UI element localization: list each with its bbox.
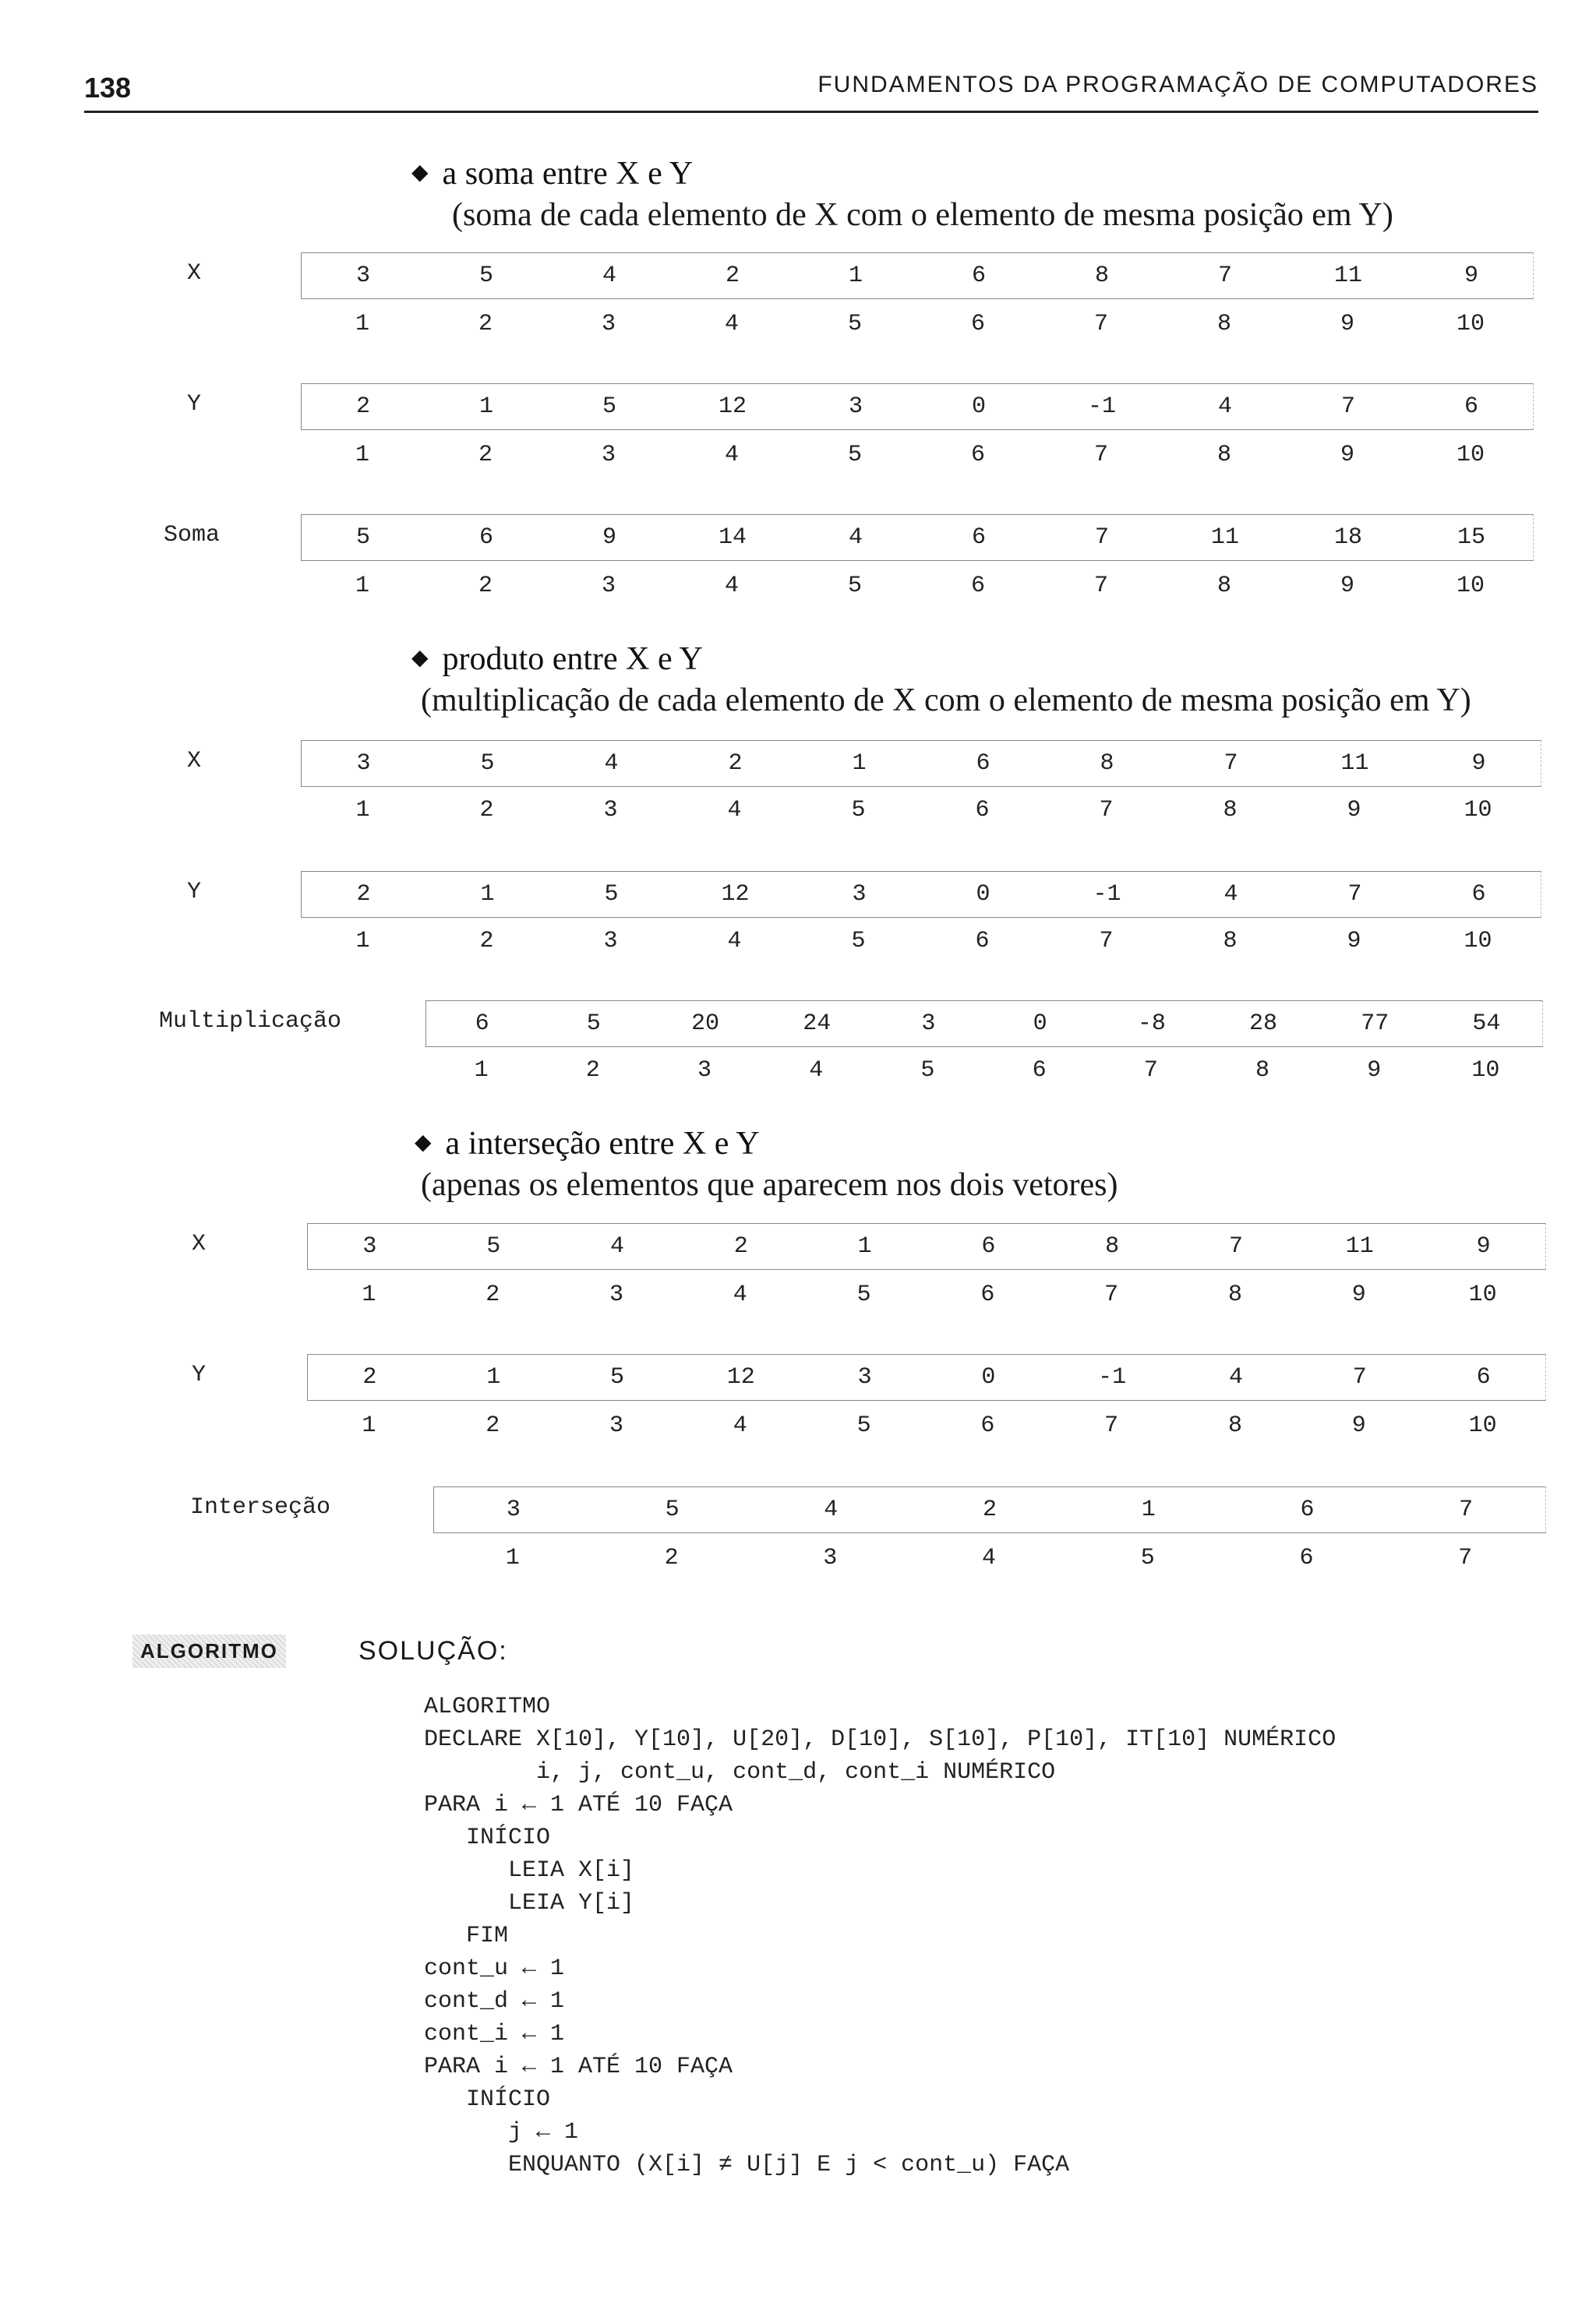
vector-cell: 4 — [982, 1545, 997, 1571]
vector-cell: 4 — [724, 573, 739, 599]
vector-cell: 2 — [478, 442, 493, 468]
vector-indices — [307, 1410, 1545, 1441]
vector-cell: 6 — [981, 1233, 996, 1260]
vector-y — [307, 1354, 1546, 1401]
vector-cell: 11 — [1333, 263, 1362, 289]
vector-cell: 5 — [847, 442, 862, 468]
vector-cell: 2 — [479, 928, 494, 954]
vector-cell: 5 — [856, 1412, 871, 1439]
vector-cell: 1 — [1141, 1497, 1156, 1523]
vector-cell: 6 — [971, 524, 986, 551]
page-number: 138 — [84, 72, 132, 104]
vector-cell: -8 — [1137, 1010, 1166, 1037]
vector-cell: 8 — [1227, 1282, 1242, 1308]
vector-cell: 9 — [1476, 1233, 1491, 1260]
vector-cell: 4 — [602, 263, 616, 289]
algorithm-code: ALGORITMO DECLARE X[10], Y[10], U[20], D[10], S[10], P[10], IT[10] NUMÉRICO i, j, cont_u, cont_d, cont_i NUMÉRICO PARA i ← 1 ATÉ 10 FAÇA INÍCIO LEIA X[i] LEIA Y[i] FIM cont_u ← 1 cont_d ← 1 cont_i ← 1 PARA i ← 1 ATÉ 10 FAÇA INÍCIO j ← 1 ENQUANTO (X[i] ≠ U[j] E j < cont_u) FAÇA — [424, 1694, 1336, 2178]
vector-cell: 4 — [727, 797, 742, 823]
vector-cell: 7 — [1099, 797, 1114, 823]
vector-cell: 2 — [362, 1364, 377, 1391]
vector-cell: 8 — [1216, 573, 1231, 599]
vector-cell: 10 — [1456, 311, 1485, 337]
vector-cell: 6 — [980, 1282, 995, 1308]
vector-cell: 5 — [486, 1233, 501, 1260]
bullet-produto: ◆ produto entre X e Y — [411, 641, 703, 677]
vector-cell: 8 — [1223, 928, 1238, 954]
vector-cell: 7 — [1223, 750, 1238, 777]
vector-cell: 3 — [921, 1010, 936, 1037]
vector-cell: 9 — [602, 524, 616, 551]
vector-cell: 20 — [691, 1010, 720, 1037]
vector-cell: 8 — [1255, 1057, 1270, 1084]
vector-cell: 8 — [1094, 263, 1109, 289]
bullet-intersecao: ◆ a interseção entre X e Y — [415, 1126, 760, 1162]
vector-intersecao — [433, 1486, 1546, 1533]
vector-cell: 4 — [609, 1233, 624, 1260]
vector-cell: 9 — [1340, 573, 1354, 599]
vector-indices — [433, 1543, 1545, 1574]
vector-cell: 3 — [603, 928, 618, 954]
diamond-bullet-icon: ◆ — [411, 646, 429, 670]
vector-cell: 5 — [851, 928, 866, 954]
vector-indices — [425, 1055, 1541, 1086]
vector-cell: 2 — [733, 1233, 748, 1260]
vector-x — [307, 1223, 1546, 1270]
vector-cell: 4 — [1217, 393, 1232, 420]
vector-cell: 6 — [975, 928, 990, 954]
vector-cell: 6 — [1471, 881, 1486, 908]
vector-cell: 12 — [726, 1364, 755, 1391]
vector-y — [301, 871, 1541, 918]
vector-cell: 6 — [976, 750, 990, 777]
vector-cell: 6 — [475, 1010, 489, 1037]
vector-y — [301, 383, 1534, 430]
vector-cell: 3 — [857, 1364, 872, 1391]
vector-indices — [301, 795, 1540, 826]
vector-cell: 77 — [1361, 1010, 1389, 1037]
vector-cell: 28 — [1249, 1010, 1278, 1037]
vector-cell: 5 — [1140, 1545, 1155, 1571]
vector-cell: 0 — [976, 881, 990, 908]
vector-cell: 8 — [1216, 442, 1231, 468]
subtitle-soma: (soma de cada elemento de X com o elemento de mesma posição em Y) — [452, 197, 1393, 233]
vector-cell: 2 — [356, 881, 371, 908]
vector-cell: 1 — [362, 1412, 376, 1439]
vector-label: X — [187, 748, 202, 774]
vector-cell: 2 — [355, 393, 370, 420]
vector-cell: 6 — [971, 263, 986, 289]
vector-cell: 1 — [355, 573, 369, 599]
vector-cell: 10 — [1468, 1412, 1497, 1439]
running-title: FUNDAMENTOS DA PROGRAMAÇÃO DE COMPUTADORES — [817, 72, 1538, 97]
subtitle-intersecao: (apenas os elementos que aparecem nos dois vetores) — [421, 1167, 1118, 1203]
vector-cell: 8 — [1216, 311, 1231, 337]
vector-label: Interseção — [190, 1494, 331, 1521]
vector-cell: 0 — [1033, 1010, 1047, 1037]
vector-cell: 3 — [601, 442, 616, 468]
vector-cell: 8 — [1227, 1412, 1242, 1439]
vector-cell: 2 — [478, 311, 493, 337]
vector-cell: 1 — [505, 1545, 520, 1571]
vector-cell: 4 — [727, 928, 742, 954]
vector-cell: 9 — [1464, 263, 1478, 289]
vector-cell: 14 — [718, 524, 747, 551]
vector-cell: 1 — [852, 750, 867, 777]
vector-indices — [301, 926, 1540, 957]
vector-cell: 3 — [601, 311, 616, 337]
vector-cell: 5 — [480, 750, 495, 777]
vector-cell: 6 — [970, 573, 985, 599]
vector-label: X — [192, 1231, 207, 1257]
vector-cell: 8 — [1100, 750, 1114, 777]
vector-cell: 7 — [1093, 311, 1108, 337]
vector-cell: 0 — [981, 1364, 996, 1391]
vector-cell: 54 — [1472, 1010, 1501, 1037]
vector-cell: 2 — [585, 1057, 600, 1084]
vector-cell: 3 — [697, 1057, 712, 1084]
vector-cell: 4 — [824, 1497, 839, 1523]
vector-cell: 1 — [486, 1364, 501, 1391]
vector-cell: 4 — [809, 1057, 824, 1084]
vector-x — [301, 740, 1541, 787]
vector-cell: 11 — [1210, 524, 1239, 551]
vector-cell: 1 — [857, 1233, 872, 1260]
vector-cell: 1 — [474, 1057, 489, 1084]
vector-label: X — [187, 260, 202, 287]
vector-cell: 2 — [664, 1545, 679, 1571]
vector-cell: 3 — [603, 797, 618, 823]
vector-cell: 1 — [355, 928, 370, 954]
solution-title: SOLUÇÃO: — [358, 1636, 508, 1666]
vector-cell: 10 — [1468, 1282, 1497, 1308]
vector-soma — [301, 514, 1534, 561]
vector-cell: 5 — [355, 524, 370, 551]
vector-cell: 5 — [847, 311, 862, 337]
vector-cell: 5 — [920, 1057, 935, 1084]
diamond-bullet-icon: ◆ — [411, 160, 429, 185]
vector-cell: -1 — [1093, 881, 1121, 908]
vector-cell: 3 — [356, 750, 371, 777]
bullet-soma: ◆ a soma entre X e Y — [411, 156, 694, 192]
vector-indices — [307, 1279, 1545, 1310]
vector-cell: 9 — [1351, 1412, 1366, 1439]
vector-cell: 3 — [852, 881, 867, 908]
vector-cell: 1 — [355, 311, 369, 337]
vector-cell: 3 — [848, 393, 863, 420]
vector-cell: 3 — [823, 1545, 838, 1571]
vector-cell: 5 — [856, 1282, 871, 1308]
vector-cell: 7 — [1228, 1233, 1243, 1260]
vector-cell: 18 — [1333, 524, 1362, 551]
vector-cell: -1 — [1098, 1364, 1127, 1391]
vector-cell: 3 — [609, 1282, 623, 1308]
vector-cell: 6 — [478, 524, 493, 551]
vector-cell: 2 — [725, 263, 740, 289]
vector-cell: 24 — [803, 1010, 832, 1037]
vector-label: Soma — [164, 522, 221, 548]
vector-label: Y — [187, 391, 202, 418]
vector-cell: 10 — [1464, 797, 1492, 823]
vector-cell: 3 — [609, 1412, 623, 1439]
vector-cell: 3 — [601, 573, 616, 599]
vector-cell: 4 — [848, 524, 863, 551]
page-header — [84, 64, 1538, 113]
vector-cell: 7 — [1093, 573, 1108, 599]
vector-cell: 7 — [1104, 1282, 1119, 1308]
vector-cell: 3 — [362, 1233, 377, 1260]
vector-cell: 0 — [971, 393, 986, 420]
vector-cell: 6 — [1299, 1545, 1314, 1571]
vector-cell: 6 — [975, 797, 990, 823]
vector-cell: -1 — [1087, 393, 1116, 420]
vector-multiplicacao — [425, 1000, 1543, 1047]
vector-cell: 2 — [478, 573, 493, 599]
vector-cell: 3 — [355, 263, 370, 289]
vector-cell: 10 — [1456, 573, 1485, 599]
vector-cell: 1 — [355, 797, 370, 823]
vector-cell: 9 — [1347, 797, 1361, 823]
vector-cell: 7 — [1340, 393, 1355, 420]
vector-cell: 4 — [733, 1412, 747, 1439]
vector-cell: 7 — [1094, 524, 1109, 551]
vector-cell: 2 — [983, 1497, 998, 1523]
vector-cell: 9 — [1347, 928, 1361, 954]
vector-cell: 10 — [1464, 928, 1492, 954]
vector-cell: 12 — [721, 881, 750, 908]
vector-cell: 3 — [506, 1497, 521, 1523]
vector-cell: 2 — [728, 750, 743, 777]
vector-cell: 6 — [980, 1412, 995, 1439]
vector-cell: 5 — [851, 797, 866, 823]
vector-cell: 1 — [362, 1282, 376, 1308]
vector-label: Y — [187, 879, 202, 905]
vector-cell: 4 — [724, 311, 739, 337]
vector-label: Multiplicação — [159, 1008, 342, 1035]
vector-cell: 5 — [604, 881, 619, 908]
vector-cell: 6 — [970, 311, 985, 337]
vector-cell: 11 — [1340, 750, 1369, 777]
vector-indices — [301, 309, 1532, 340]
vector-cell: 7 — [1093, 442, 1108, 468]
diamond-bullet-icon: ◆ — [415, 1130, 432, 1155]
vector-cell: 7 — [1458, 1545, 1473, 1571]
vector-cell: 7 — [1143, 1057, 1158, 1084]
vector-cell: 10 — [1471, 1057, 1500, 1084]
vector-cell: 6 — [1464, 393, 1478, 420]
vector-cell: 7 — [1352, 1364, 1367, 1391]
vector-cell: 2 — [479, 797, 494, 823]
vector-indices — [301, 439, 1532, 471]
vector-cell: 4 — [604, 750, 619, 777]
vector-cell: 9 — [1367, 1057, 1382, 1084]
vector-cell: 7 — [1099, 928, 1114, 954]
vector-cell: 7 — [1347, 881, 1362, 908]
vector-cell: 1 — [355, 442, 369, 468]
vector-indices — [301, 570, 1532, 601]
vector-label: Y — [192, 1362, 207, 1388]
vector-cell: 1 — [848, 263, 863, 289]
vector-cell: 7 — [1459, 1497, 1474, 1523]
vector-cell: 1 — [480, 881, 495, 908]
vector-cell: 8 — [1105, 1233, 1120, 1260]
vector-cell: 4 — [1223, 881, 1238, 908]
subtitle-produto: (multiplicação de cada elemento de X com o elemento de mesma posição em Y) — [421, 682, 1471, 718]
vector-cell: 5 — [586, 1010, 601, 1037]
vector-cell: 5 — [665, 1497, 680, 1523]
vector-cell: 8 — [1223, 797, 1238, 823]
vector-cell: 6 — [1476, 1364, 1491, 1391]
vector-cell: 6 — [1300, 1497, 1315, 1523]
vector-cell: 10 — [1456, 442, 1485, 468]
algorithm-badge: ALGORITMO — [132, 1635, 286, 1668]
vector-cell: 4 — [733, 1282, 747, 1308]
vector-cell: 9 — [1471, 750, 1486, 777]
vector-x — [301, 252, 1534, 299]
vector-cell: 2 — [486, 1412, 500, 1439]
vector-cell: 5 — [478, 263, 493, 289]
vector-cell: 15 — [1457, 524, 1485, 551]
vector-cell: 4 — [1228, 1364, 1243, 1391]
vector-cell: 5 — [847, 573, 862, 599]
vector-cell: 11 — [1345, 1233, 1374, 1260]
vector-cell: 2 — [486, 1282, 500, 1308]
vector-cell: 7 — [1217, 263, 1232, 289]
vector-cell: 9 — [1340, 311, 1354, 337]
vector-cell: 7 — [1104, 1412, 1119, 1439]
vector-cell: 9 — [1340, 442, 1354, 468]
vector-cell: 4 — [724, 442, 739, 468]
vector-cell: 5 — [609, 1364, 624, 1391]
vector-cell: 9 — [1351, 1282, 1366, 1308]
vector-cell: 5 — [602, 393, 616, 420]
vector-cell: 12 — [718, 393, 747, 420]
vector-cell: 1 — [478, 393, 493, 420]
vector-cell: 6 — [970, 442, 985, 468]
vector-cell: 6 — [1032, 1057, 1047, 1084]
